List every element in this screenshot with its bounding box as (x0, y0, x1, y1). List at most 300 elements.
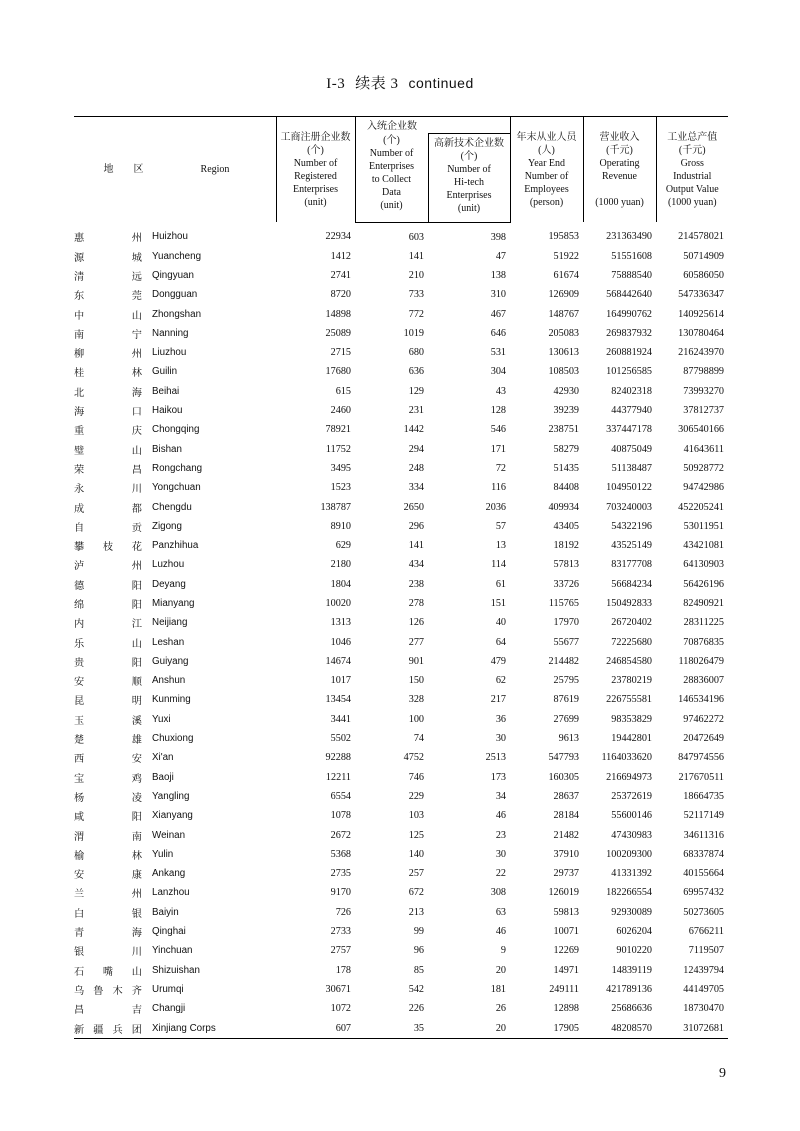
output-value: 82490921 (683, 597, 724, 609)
region-zh: 杨凌 (74, 792, 142, 804)
registered-value: 1017 (330, 675, 351, 687)
output-value: 28836007 (683, 675, 724, 687)
hitech-value: 2036 (485, 501, 506, 513)
employees-value: 195853 (548, 231, 579, 243)
registered-value: 2715 (330, 347, 351, 359)
header-revenue-en1: Operating (599, 157, 640, 169)
header-collect-en1: Number of (369, 147, 414, 159)
table-row (74, 382, 728, 401)
registered-value: 2735 (330, 868, 351, 880)
hitech-value: 13 (495, 540, 506, 552)
region-zh: 源城 (74, 252, 142, 264)
region-en: Deyang (152, 578, 186, 590)
region-zh: 乐山 (74, 638, 142, 650)
region-en: Nanning (152, 327, 189, 339)
hitech-value: 467 (490, 308, 506, 320)
employees-value: 42930 (553, 385, 579, 397)
region-en: Qingyuan (152, 269, 194, 281)
registered-value: 2180 (330, 559, 351, 571)
table-row (74, 806, 728, 825)
region-en: Leshan (152, 636, 185, 648)
region-zh: 惠州 (74, 233, 142, 245)
table-row (74, 304, 728, 323)
output-value: 94742986 (683, 482, 724, 494)
table-row (74, 478, 728, 497)
employees-value: 108503 (548, 366, 579, 378)
employees-value: 28184 (553, 810, 579, 822)
hitech-value: 151 (490, 597, 506, 609)
hitech-value: 46 (495, 926, 506, 938)
registered-value: 1072 (330, 1003, 351, 1015)
output-value: 97462272 (683, 713, 724, 725)
hitech-value: 217 (490, 694, 506, 706)
hitech-value: 181 (490, 983, 506, 995)
collect-value: 85 (413, 964, 424, 976)
registered-value: 17680 (325, 366, 351, 378)
hitech-value: 20 (495, 964, 506, 976)
revenue-value: 25372619 (611, 790, 652, 802)
employees-value: 18192 (553, 540, 579, 552)
region-en: Rongchang (152, 462, 203, 474)
output-value: 31072681 (656, 1018, 728, 1039)
table-row (74, 999, 728, 1018)
header-revenue-en3 (584, 183, 656, 196)
output-value: 6766211 (688, 926, 724, 938)
revenue-value: 44377940 (611, 405, 652, 417)
region-zh: 中山 (74, 310, 142, 322)
output-value: 34611316 (683, 829, 724, 841)
registered-value: 1313 (330, 617, 351, 629)
revenue-value: 56684234 (611, 578, 652, 590)
hitech-value: 63 (495, 906, 506, 918)
collect-value: 901 (408, 655, 424, 667)
header-region-en: Region (200, 164, 230, 175)
hitech-value: 30 (495, 848, 506, 860)
table-number: I-3 (326, 76, 346, 92)
header-output-en1: Gross (680, 157, 704, 169)
output-value: 87798899 (683, 366, 724, 378)
region-zh: 清远 (74, 271, 142, 283)
region-zh: 璧山 (74, 445, 142, 457)
region-zh: 白银 (74, 908, 142, 920)
hitech-value: 22 (495, 868, 506, 880)
output-value: 52117149 (683, 810, 724, 822)
registered-value: 138787 (320, 501, 351, 513)
table-row (74, 555, 728, 574)
revenue-value: 216694973 (606, 771, 652, 783)
region-zh: 榆林 (74, 850, 142, 862)
region-en: Haikou (152, 405, 183, 417)
region-zh: 昆明 (74, 696, 142, 708)
collect-value: 328 (408, 694, 424, 706)
region-zh: 荣昌 (74, 464, 142, 476)
hitech-value: 398 (490, 231, 506, 243)
employees-value: 9613 (558, 733, 579, 745)
output-value: 41643611 (683, 443, 724, 455)
table-row (74, 343, 728, 362)
output-value: 64130903 (683, 559, 724, 571)
revenue-value: 19442801 (611, 733, 652, 745)
revenue-value: 92930089 (611, 906, 652, 918)
revenue-value: 104950122 (606, 482, 652, 494)
table-row (74, 222, 728, 247)
header-registered (276, 117, 355, 223)
revenue-value: 75888540 (611, 269, 652, 281)
table-row (74, 632, 728, 651)
region-en: Yuxi (152, 713, 171, 725)
collect-value: 1442 (403, 424, 424, 436)
employees-value: 148767 (548, 308, 579, 320)
registered-value: 12211 (325, 771, 351, 783)
region-zh: 安顺 (74, 677, 142, 689)
table-row (74, 459, 728, 478)
collect-value: 150 (408, 675, 424, 687)
revenue-value: 6026204 (616, 926, 652, 938)
table-row (74, 825, 728, 844)
collect-value: 1019 (403, 327, 424, 339)
revenue-value: 703240003 (606, 501, 652, 513)
employees-value: 21482 (553, 829, 579, 841)
output-value: 50928772 (683, 462, 724, 474)
header-region (74, 117, 276, 223)
registered-value: 1412 (330, 250, 351, 262)
revenue-value: 226755581 (606, 694, 652, 706)
region-zh: 贵阳 (74, 657, 142, 669)
registered-value: 6554 (330, 790, 351, 802)
table-row (74, 266, 728, 285)
hitech-value: 304 (490, 366, 506, 378)
header-output-zh: 工业总产值 (667, 131, 718, 143)
revenue-value: 72225680 (611, 636, 652, 648)
region-zh: 安康 (74, 870, 142, 882)
output-value: 118026479 (678, 655, 724, 667)
collect-value: 129 (408, 385, 424, 397)
revenue-value: 82402318 (611, 385, 652, 397)
region-en: Bishan (152, 443, 182, 455)
header-collect-unit-en: (unit) (380, 199, 403, 211)
output-value: 40155664 (683, 868, 724, 880)
revenue-value: 150492833 (606, 597, 652, 609)
employees-value: 17905 (510, 1018, 583, 1039)
registered-value: 22934 (325, 231, 351, 243)
header-employees-en2: Number of (524, 170, 569, 182)
region-zh: 重庆 (74, 426, 142, 438)
revenue-value: 23780219 (611, 675, 652, 687)
region-zh: 乌鲁木齐 (74, 985, 142, 997)
header-employees-zh: 年末从业人员 (516, 131, 577, 143)
region-en: Anshun (152, 675, 186, 687)
hitech-value: 36 (495, 713, 506, 725)
output-value: 452205241 (678, 501, 724, 513)
employees-value: 249111 (549, 983, 579, 995)
employees-value: 214482 (548, 655, 579, 667)
employees-value: 160305 (548, 771, 579, 783)
hitech-value: 128 (490, 405, 506, 417)
table-row (74, 980, 728, 999)
region-zh: 永川 (74, 484, 142, 496)
table-row (74, 787, 728, 806)
region-en: Yinchuan (152, 945, 193, 957)
header-employees-en3: Employees (524, 183, 569, 195)
table-row (74, 420, 728, 439)
hitech-value: 72 (495, 462, 506, 474)
region-en: Chuxiong (152, 733, 194, 745)
table-row (74, 864, 728, 883)
revenue-value: 164990762 (606, 308, 652, 320)
collect-value: 99 (413, 926, 424, 938)
header-output-unit-zh: (千元) (678, 144, 706, 156)
registered-value: 25089 (325, 327, 351, 339)
revenue-value: 101256585 (606, 366, 652, 378)
region-zh: 北海 (74, 387, 142, 399)
region-en: Panzhihua (152, 540, 199, 552)
employees-value: 126019 (548, 887, 579, 899)
output-value: 68337874 (683, 848, 724, 860)
revenue-value: 269837932 (606, 327, 652, 339)
output-value: 7119507 (688, 945, 724, 957)
region-zh: 东莞 (74, 291, 142, 303)
registered-value: 2741 (330, 269, 351, 281)
registered-value: 30671 (325, 983, 351, 995)
registered-value: 3441 (330, 713, 351, 725)
employees-value: 238751 (548, 424, 579, 436)
output-value: 20472649 (683, 733, 724, 745)
revenue-value: 421789136 (606, 983, 652, 995)
region-zh: 咸阳 (74, 812, 142, 824)
output-value: 50273605 (683, 906, 724, 918)
employees-value: 84408 (553, 482, 579, 494)
header-collect-en4: Data (382, 186, 401, 198)
registered-value: 1046 (330, 636, 351, 648)
table-row (74, 652, 728, 671)
output-value: 50714909 (683, 250, 724, 262)
hitech-value: 30 (495, 733, 506, 745)
region-en: Changji (152, 1003, 186, 1015)
revenue-value: 47430983 (611, 829, 652, 841)
employees-value: 10071 (553, 926, 579, 938)
header-collect-unit-zh: (个) (383, 134, 400, 146)
region-zh: 南宁 (74, 329, 142, 341)
hitech-value: 479 (490, 655, 506, 667)
header-employees-unit-zh: (人) (538, 144, 555, 156)
header-collect-detail (355, 134, 428, 223)
table-row (74, 362, 728, 381)
revenue-value: 9010220 (616, 945, 652, 957)
region-en: Baoji (152, 771, 174, 783)
revenue-value: 260881924 (606, 347, 652, 359)
hitech-value: 57 (495, 520, 506, 532)
employees-value: 12269 (553, 945, 579, 957)
registered-value: 5368 (330, 848, 351, 860)
header-registered-en3: Enterprises (293, 183, 338, 195)
collect-value: 772 (408, 308, 424, 320)
revenue-value: 43525149 (611, 540, 652, 552)
collect-value: 141 (408, 540, 424, 552)
table-row (74, 922, 728, 941)
registered-value: 2733 (330, 926, 351, 938)
header-registered-en1: Number of (293, 157, 338, 169)
hitech-value: 114 (491, 559, 506, 571)
header-collect (355, 117, 510, 134)
employees-value: 33726 (553, 578, 579, 590)
registered-value: 9170 (330, 887, 351, 899)
registered-value: 607 (276, 1018, 355, 1039)
table-row (74, 324, 728, 343)
revenue-value: 41331392 (611, 868, 652, 880)
collect-value: 257 (408, 868, 424, 880)
collect-value: 733 (408, 289, 424, 301)
hitech-value: 9 (500, 945, 506, 957)
region-zh: 德阳 (74, 580, 142, 592)
employees-value: 28637 (553, 790, 579, 802)
collect-value: 603 (408, 231, 424, 243)
region-en: Luzhou (152, 559, 185, 571)
region-zh: 柳州 (74, 349, 142, 361)
table-row (74, 941, 728, 960)
revenue-value: 54322196 (611, 520, 652, 532)
hitech-value: 26 (495, 1003, 506, 1015)
registered-value: 5502 (330, 733, 351, 745)
region-en: Neijiang (152, 617, 188, 629)
region-zh: 泸州 (74, 561, 142, 573)
header-output-en2: Industrial (673, 170, 712, 182)
hitech-value: 23 (495, 829, 506, 841)
output-value: 69957432 (683, 887, 724, 899)
statistics-table-container (74, 116, 728, 1039)
collect-value: 238 (408, 578, 424, 590)
output-value: 44149705 (683, 983, 724, 995)
region-en: Kunming (152, 694, 191, 706)
region-zh: 攀枝花 (74, 542, 142, 554)
revenue-value: 568442640 (606, 289, 652, 301)
header-revenue-unit-zh: (千元) (606, 144, 633, 156)
employees-value: 25795 (553, 675, 579, 687)
employees-value: 115765 (548, 597, 579, 609)
region-zh: 西安 (74, 754, 142, 766)
region-zh: 昌吉 (74, 1005, 142, 1017)
table-row (74, 247, 728, 266)
employees-value: 55677 (553, 636, 579, 648)
region-en: Huizhou (152, 231, 188, 243)
table-row (74, 517, 728, 536)
registered-value: 1523 (330, 482, 351, 494)
collect-value: 125 (408, 829, 424, 841)
header-hitech (428, 134, 510, 223)
table-row (74, 960, 728, 979)
output-value: 140925614 (678, 308, 724, 320)
region-en: Zigong (152, 520, 182, 532)
hitech-value: 310 (490, 289, 506, 301)
output-value: 217670511 (678, 771, 724, 783)
table-row (74, 845, 728, 864)
collect-value: 2650 (403, 501, 424, 513)
registered-value: 1804 (330, 578, 351, 590)
collect-value: 294 (408, 443, 424, 455)
revenue-value: 1164033620 (601, 752, 652, 764)
revenue-value: 48208570 (583, 1018, 656, 1039)
region-en: Weinan (152, 829, 186, 841)
registered-value: 2757 (330, 945, 351, 957)
header-registered-unit-zh: (个) (307, 144, 324, 156)
output-value: 43421081 (683, 540, 724, 552)
registered-value: 615 (335, 385, 351, 397)
header-registered-en2: Registered (294, 170, 337, 182)
output-value: 37812737 (683, 405, 724, 417)
region-zh: 青海 (74, 928, 142, 940)
header-hitech-en3: Enterprises (446, 190, 492, 201)
hitech-value: 531 (490, 347, 506, 359)
revenue-value: 100209300 (606, 848, 652, 860)
region-zh: 兰州 (74, 889, 142, 901)
header-output (656, 117, 728, 223)
output-value: 214578021 (678, 231, 724, 243)
registered-value: 13454 (325, 694, 351, 706)
hitech-value: 64 (495, 636, 506, 648)
title-en: continued (408, 75, 474, 91)
registered-value: 8910 (330, 520, 351, 532)
region-en: Yulin (152, 848, 174, 860)
table-row (74, 575, 728, 594)
region-en: Guiyang (152, 655, 189, 667)
header-employees-unit-en: (person) (529, 196, 564, 208)
output-value: 130780464 (678, 327, 724, 339)
hitech-value: 116 (491, 482, 506, 494)
employees-value: 29737 (553, 868, 579, 880)
statistics-table (74, 116, 728, 1039)
employees-value: 39239 (553, 405, 579, 417)
hitech-value: 308 (490, 887, 506, 899)
region-en: Xianyang (152, 810, 193, 822)
region-zh: 石嘴山 (74, 966, 142, 978)
region-zh: 内江 (74, 619, 142, 631)
employees-value: 37910 (553, 848, 579, 860)
employees-value: 57813 (553, 559, 579, 571)
registered-value: 10020 (325, 597, 351, 609)
collect-value: 334 (408, 482, 424, 494)
hitech-value: 47 (495, 250, 506, 262)
output-value: 547336347 (678, 289, 724, 301)
output-value: 847974556 (678, 752, 724, 764)
region-en: Lanzhou (152, 887, 190, 899)
table-row (74, 613, 728, 632)
revenue-value: 182266554 (606, 887, 652, 899)
hitech-value: 34 (495, 790, 506, 802)
header-hitech-en1: Number of (447, 164, 491, 175)
hitech-value: 138 (490, 269, 506, 281)
output-value: 60586050 (683, 269, 724, 281)
header-employees (510, 117, 583, 223)
registered-value: 3495 (330, 462, 351, 474)
employees-value: 51435 (553, 462, 579, 474)
header-revenue-unit-en: (1000 yuan) (595, 196, 644, 208)
region-zh: 成都 (74, 503, 142, 515)
registered-value: 629 (335, 540, 351, 552)
header-hitech-en2: Hi-tech (454, 177, 484, 188)
collect-value: 210 (408, 269, 424, 281)
collect-value: 672 (408, 887, 424, 899)
region-en: Chengdu (152, 501, 192, 513)
output-value: 12439794 (683, 964, 724, 976)
collect-value: 542 (408, 983, 424, 995)
header-collect-en3: to Collect (371, 173, 412, 185)
table-row (74, 883, 728, 902)
header-revenue-zh: 营业收入 (599, 131, 640, 143)
revenue-value: 98353829 (611, 713, 652, 725)
revenue-value: 55600146 (611, 810, 652, 822)
table-body (74, 222, 728, 1039)
header-output-unit-en: (1000 yuan) (667, 196, 717, 208)
employees-value: 58279 (553, 443, 579, 455)
